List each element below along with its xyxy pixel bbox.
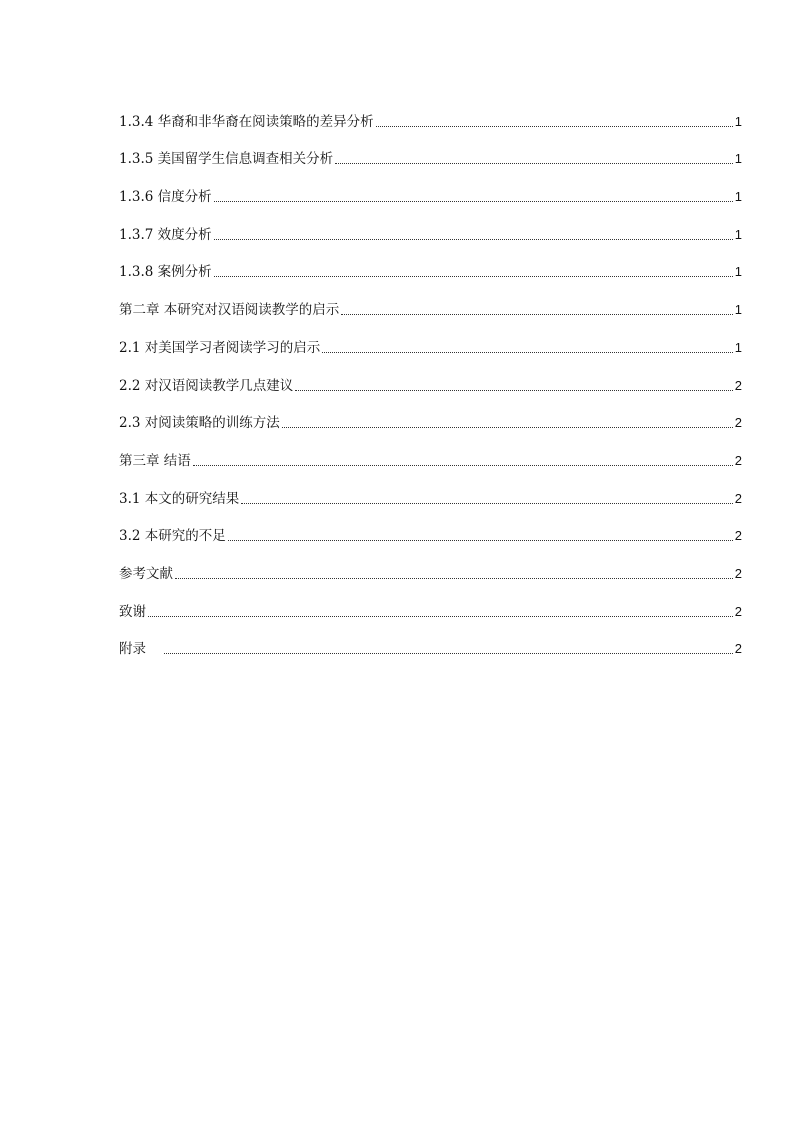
dot-leader [335, 163, 733, 164]
toc-entry-page-number: 1 [734, 264, 742, 280]
dot-leader [228, 540, 733, 541]
toc-entry-title: 3.2 本研究的不足 [119, 528, 226, 545]
toc-entry-chapter-2[interactable] [119, 282, 742, 320]
toc-entry-page-number: 2 [734, 603, 742, 619]
toc-entry-references[interactable] [119, 546, 742, 584]
dot-leader [193, 465, 733, 466]
toc-entry-title: 2.3 对阅读策略的训练方法 [119, 415, 280, 432]
dot-leader [214, 239, 733, 240]
toc-entry-2-3[interactable] [119, 396, 742, 434]
toc-entry-title: 1.3.4 华裔和非华裔在阅读策略的差异分析 [119, 113, 374, 130]
toc-entry-1-3-5[interactable] [119, 132, 742, 170]
toc-entry-title: 参考文献 [119, 565, 173, 582]
toc-entry-title: 致谢 [119, 603, 146, 620]
dot-leader [241, 503, 733, 504]
dot-leader [376, 126, 733, 127]
dot-leader [175, 578, 733, 579]
toc-entry-page-number: 2 [734, 528, 742, 544]
toc-entry-page-number: 1 [734, 151, 742, 167]
toc-entry-page-number: 1 [734, 189, 742, 205]
toc-entry-page-number: 2 [734, 490, 742, 506]
toc-entry-title: 2.2 对汉语阅读教学几点建议 [119, 377, 294, 394]
dot-leader [282, 427, 733, 428]
toc-entry-page-number: 2 [734, 565, 742, 581]
toc-entry-title: 1.3.7 效度分析 [119, 226, 212, 243]
toc-entry-title: 3.1 本文的研究结果 [119, 490, 240, 507]
toc-entry-title: 1.3.8 案例分析 [119, 264, 212, 281]
dot-leader [341, 314, 732, 315]
toc-entry-page-number: 2 [734, 415, 742, 431]
toc-entry-title: 2.1 对美国学习者阅读学习的启示 [119, 339, 321, 356]
toc-entry-2-2[interactable] [119, 358, 742, 396]
toc-entry-page-number: 2 [734, 377, 742, 393]
toc-entry-3-1[interactable] [119, 471, 742, 509]
toc-entry-title: 附录 [119, 641, 146, 658]
toc-entry-chapter-3[interactable] [119, 433, 742, 471]
toc-entry-title: 第三章 结语 [119, 452, 191, 469]
table-of-contents [119, 94, 742, 659]
toc-entry-acknowledgements[interactable] [119, 584, 742, 622]
toc-entry-1-3-6[interactable] [119, 169, 742, 207]
dot-leader [164, 653, 733, 654]
dot-leader [295, 390, 733, 391]
dot-leader [214, 276, 733, 277]
toc-entry-1-3-4[interactable] [119, 94, 742, 132]
toc-entry-page-number: 1 [734, 302, 742, 318]
dot-leader [148, 616, 733, 617]
toc-entry-page-number: 2 [734, 641, 742, 657]
toc-entry-1-3-7[interactable] [119, 207, 742, 245]
toc-entry-title: 1.3.5 美国留学生信息调查相关分析 [119, 151, 334, 168]
toc-entry-title: 第二章 本研究对汉语阅读教学的启示 [119, 302, 340, 319]
toc-entry-page-number: 1 [734, 339, 742, 355]
toc-entry-page-number: 2 [734, 452, 742, 468]
toc-entry-page-number: 1 [734, 226, 742, 242]
toc-entry-3-2[interactable] [119, 509, 742, 547]
dot-leader [214, 201, 733, 202]
toc-entry-title: 1.3.6 信度分析 [119, 189, 212, 206]
toc-entry-page-number: 1 [734, 113, 742, 129]
toc-entry-appendix[interactable] [119, 622, 742, 660]
dot-leader [322, 352, 733, 353]
toc-entry-1-3-8[interactable] [119, 245, 742, 283]
toc-entry-2-1[interactable] [119, 320, 742, 358]
